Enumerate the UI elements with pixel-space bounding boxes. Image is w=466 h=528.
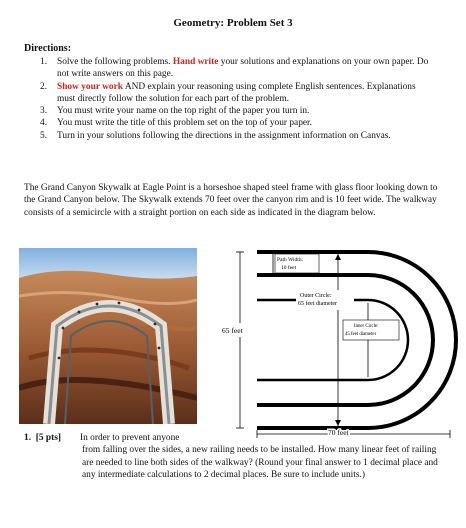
direction-item-4: 4. You must write the title of this problem set on the top of your paper. [40,118,313,129]
directions-heading: Directions: [24,43,72,54]
outer-circle-label: Outer Circle: [300,293,332,299]
direction-item-2: 2. Show your work AND explain your reasoning using complete English sentences. Explanations must directly follow the solution for each part of the problem. [40,81,416,104]
skywalk-photo [19,248,197,424]
question-1 [24,432,444,481]
directions-list [40,56,435,142]
emphasis-show-work: Show your work [57,81,123,92]
left-dimension-label: 65 feet [222,326,243,335]
page-title: Geometry: Problem Set 3 [173,17,293,29]
direction-item-1: 1. Solve the following problems. Hand write your solutions and explanations on your own paper. Do not write answers on this page. [40,57,429,80]
question-points: [5 pts] [35,433,61,443]
emphasis-hand-write: Hand write [172,57,219,67]
question-body: from falling over the sides, a new railing needs to be installed. How many linear feet of railing are needed to line both sides of the walkway? (Round your final answer to 1 decimal place and any intermediate calculations to 2 decimal places. Be sure to include units.) [82,445,438,480]
bottom-dimension-label: 70 feet [328,428,349,437]
direction-item-3: 3. You must write your name on the top right of the paper you turn in. [40,106,310,117]
inner-circle-label: Inner Circle: [354,324,379,329]
direction-item-5: 5. Turn in your solutions following the directions in the assignment information on Canvas. [40,130,391,141]
outer-circle-value: 65 feet diameter [298,301,337,307]
path-width-value: 10 feet [281,265,297,271]
inner-circle-value: 45 feet diameter [345,332,377,337]
question-number: 1. [24,433,32,443]
path-width-label: Path Width: [277,257,304,263]
question-first-line: In order to prevent anyone [80,433,180,443]
intro-paragraph: The Grand Canyon Skywalk at Eagle Point is a horseshoe shaped steel frame with glass floor looking down to the Grand Canyon below. The Skywalk extends 70 feet over the canyon rim and is 10 feet wide. The walkway consists of a semicircle with a straight portion on each side as indicated in the diagram below. [24,183,438,218]
skywalk-diagram [218,240,458,440]
